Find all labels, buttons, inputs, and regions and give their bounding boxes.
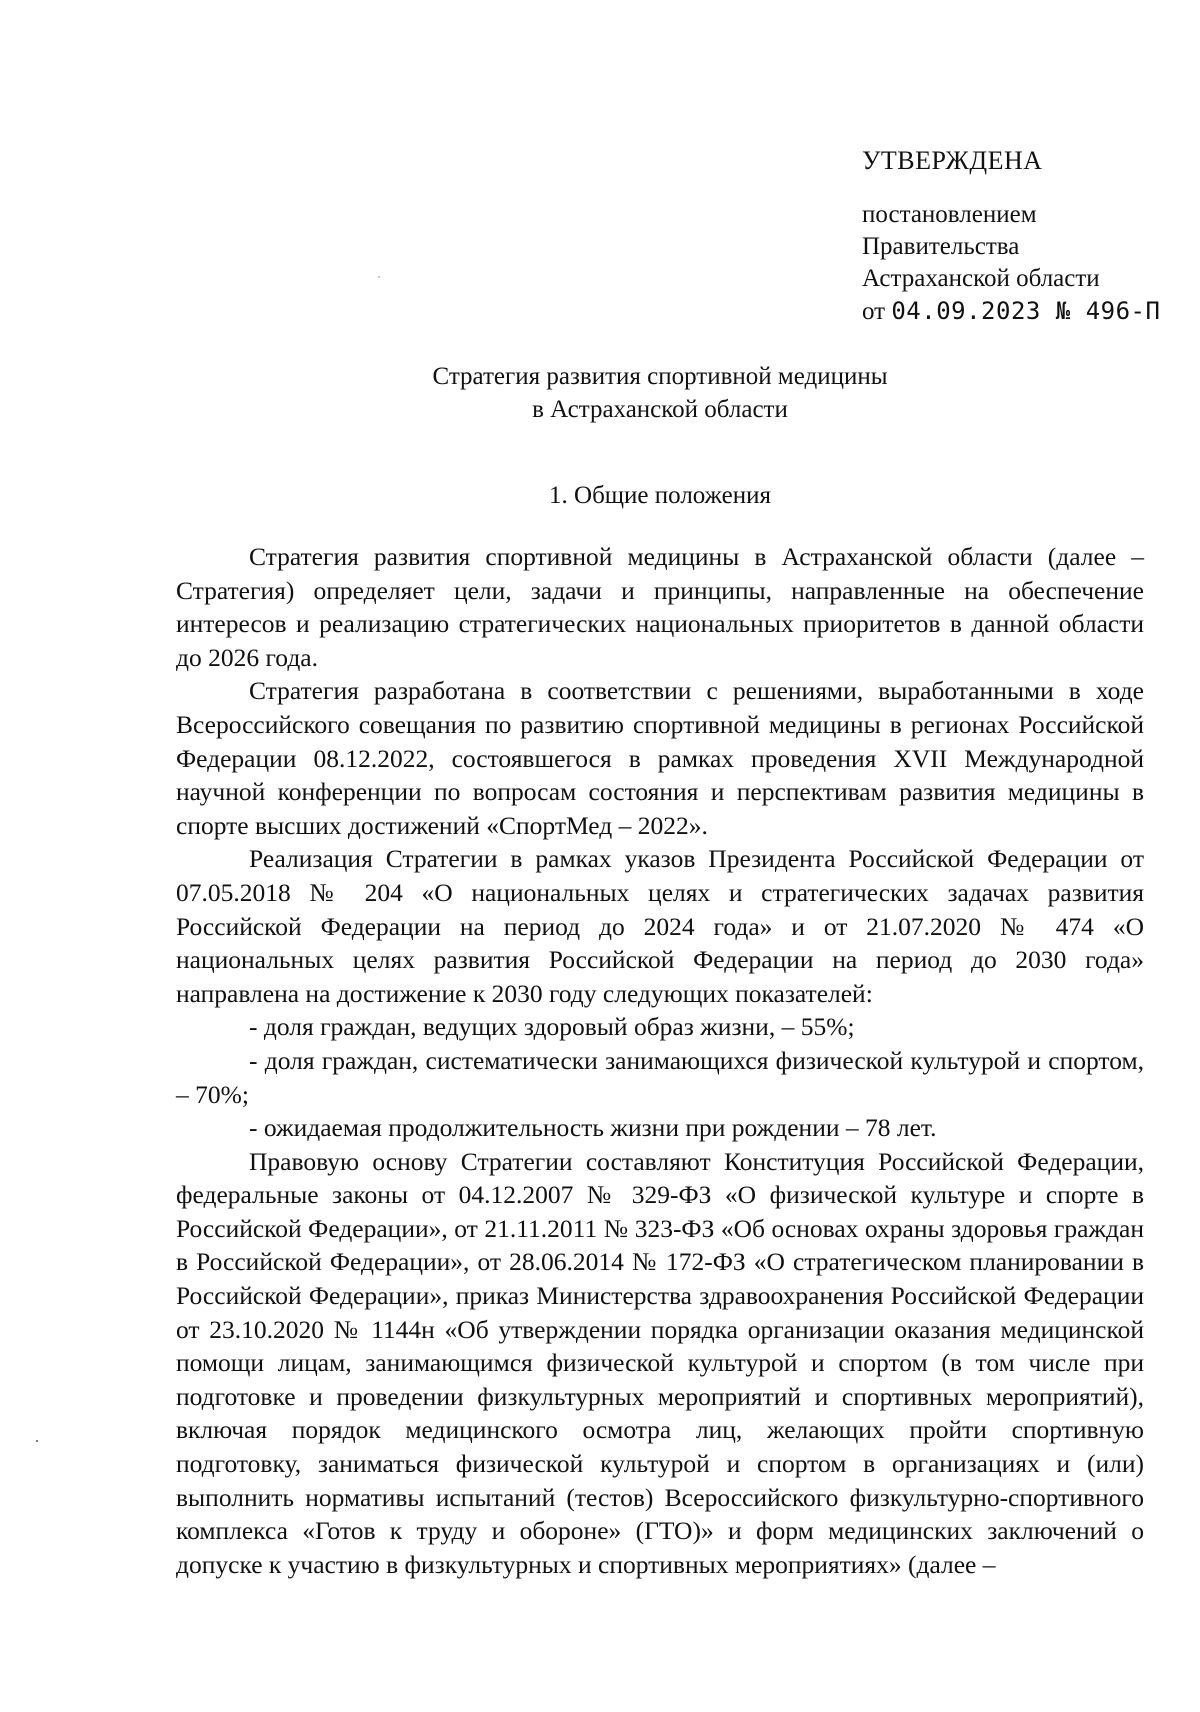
approval-line-3: Астраханской области — [862, 265, 1100, 292]
scan-speck — [378, 276, 380, 278]
approval-line-1: постановлением — [862, 201, 1037, 228]
approval-date-prefix: от — [862, 298, 886, 325]
approval-line-2: Правительства — [862, 233, 1020, 260]
document-title — [0, 360, 1200, 426]
paragraph-development-basis: Стратегия разработана в соответствии с решениями, выработанными в ходе Всероссийского совещания по развитию спортивной медицины в регионах Российской Федерации 08.12.2022, состоявшегося в рамках проведения XVII Международной научной конференции по вопросам состояния и перспективам развития медицины в спорте высших достижений «СпортМед – 2022». — [176, 676, 1144, 840]
document-body — [176, 540, 1144, 1581]
document-title-line-1: Стратегия развития спортивной медицины — [432, 363, 888, 390]
paragraph-purpose: Стратегия развития спортивной медицины в Астраханской области (далее – Стратегия) определяет цели, задачи и принципы, направленные на обеспечение интересов и реализацию стратегических национальных приоритетов в данной области до 2026 года. — [176, 542, 1144, 672]
paragraph-legal-basis: Правовую основу Стратегии составляют Конституция Российской Федерации, федеральные законы от 04.12.2007 № 329-ФЗ «О физической культуре и спорте в Российской Федерации», от 21.11.2011 № 323-ФЗ «Об основах охраны здоровья граждан в Российской Федерации», от 28.06.2014 № 172-ФЗ «О стратегическом планировании в Российской Федерации», приказ Министерства здравоохранения Российской Федерации от 23.10.2020 № 1144н «Об утверждении порядка организации оказания медицинской помощи лицам, занимающимся физической культурой и спортом (в том числе при подготовке и проведении физкультурных мероприятий и спортивных мероприятий), включая порядок медицинского осмотра лиц, желающих пройти спортивную подготовку, заниматься физической культурой и спортом в организациях и (или) выполнить нормативы испытаний (тестов) Всероссийского физкультурно-спортивного комплекса «Готов к труду и обороне» (ГТО)» и форм медицинских заключений о допуске к участию в физкультурных и спортивных мероприятиях» (далее – — [176, 1146, 1144, 1579]
document-title-line-2: в Астраханской области — [532, 396, 788, 423]
indicator-item-healthy-lifestyle: - доля граждан, ведущих здоровый образ жизни, – 55%; — [249, 1012, 855, 1042]
approval-block — [862, 145, 1182, 328]
approval-date-line — [862, 295, 1182, 328]
approval-date-number: 04.09.2023 № 496-П — [891, 297, 1161, 325]
section-heading: 1. Общие положения — [549, 482, 771, 509]
approval-heading: УТВЕРЖДЕНА — [862, 146, 1043, 175]
indicator-item-life-expectancy: - ожидаемая продолжительность жизни при рождении – 78 лет. — [249, 1113, 937, 1143]
indicator-item-physical-activity: - доля граждан, систематически занимающихся физической культурой и спортом, – 70%; — [176, 1045, 1144, 1109]
scan-speck — [36, 1440, 38, 1442]
paragraph-implementation: Реализация Стратегии в рамках указов Президента Российской Федерации от 07.05.2018 № 204 «О национальных целях и стратегических задачах развития Российской Федерации на период до 2024 года» и от 21.07.2020 № 474 «О национальных целях развития Российской Федерации на период до 2030 года» направлена на достижение к 2030 году следующих показателей: — [176, 844, 1144, 1008]
